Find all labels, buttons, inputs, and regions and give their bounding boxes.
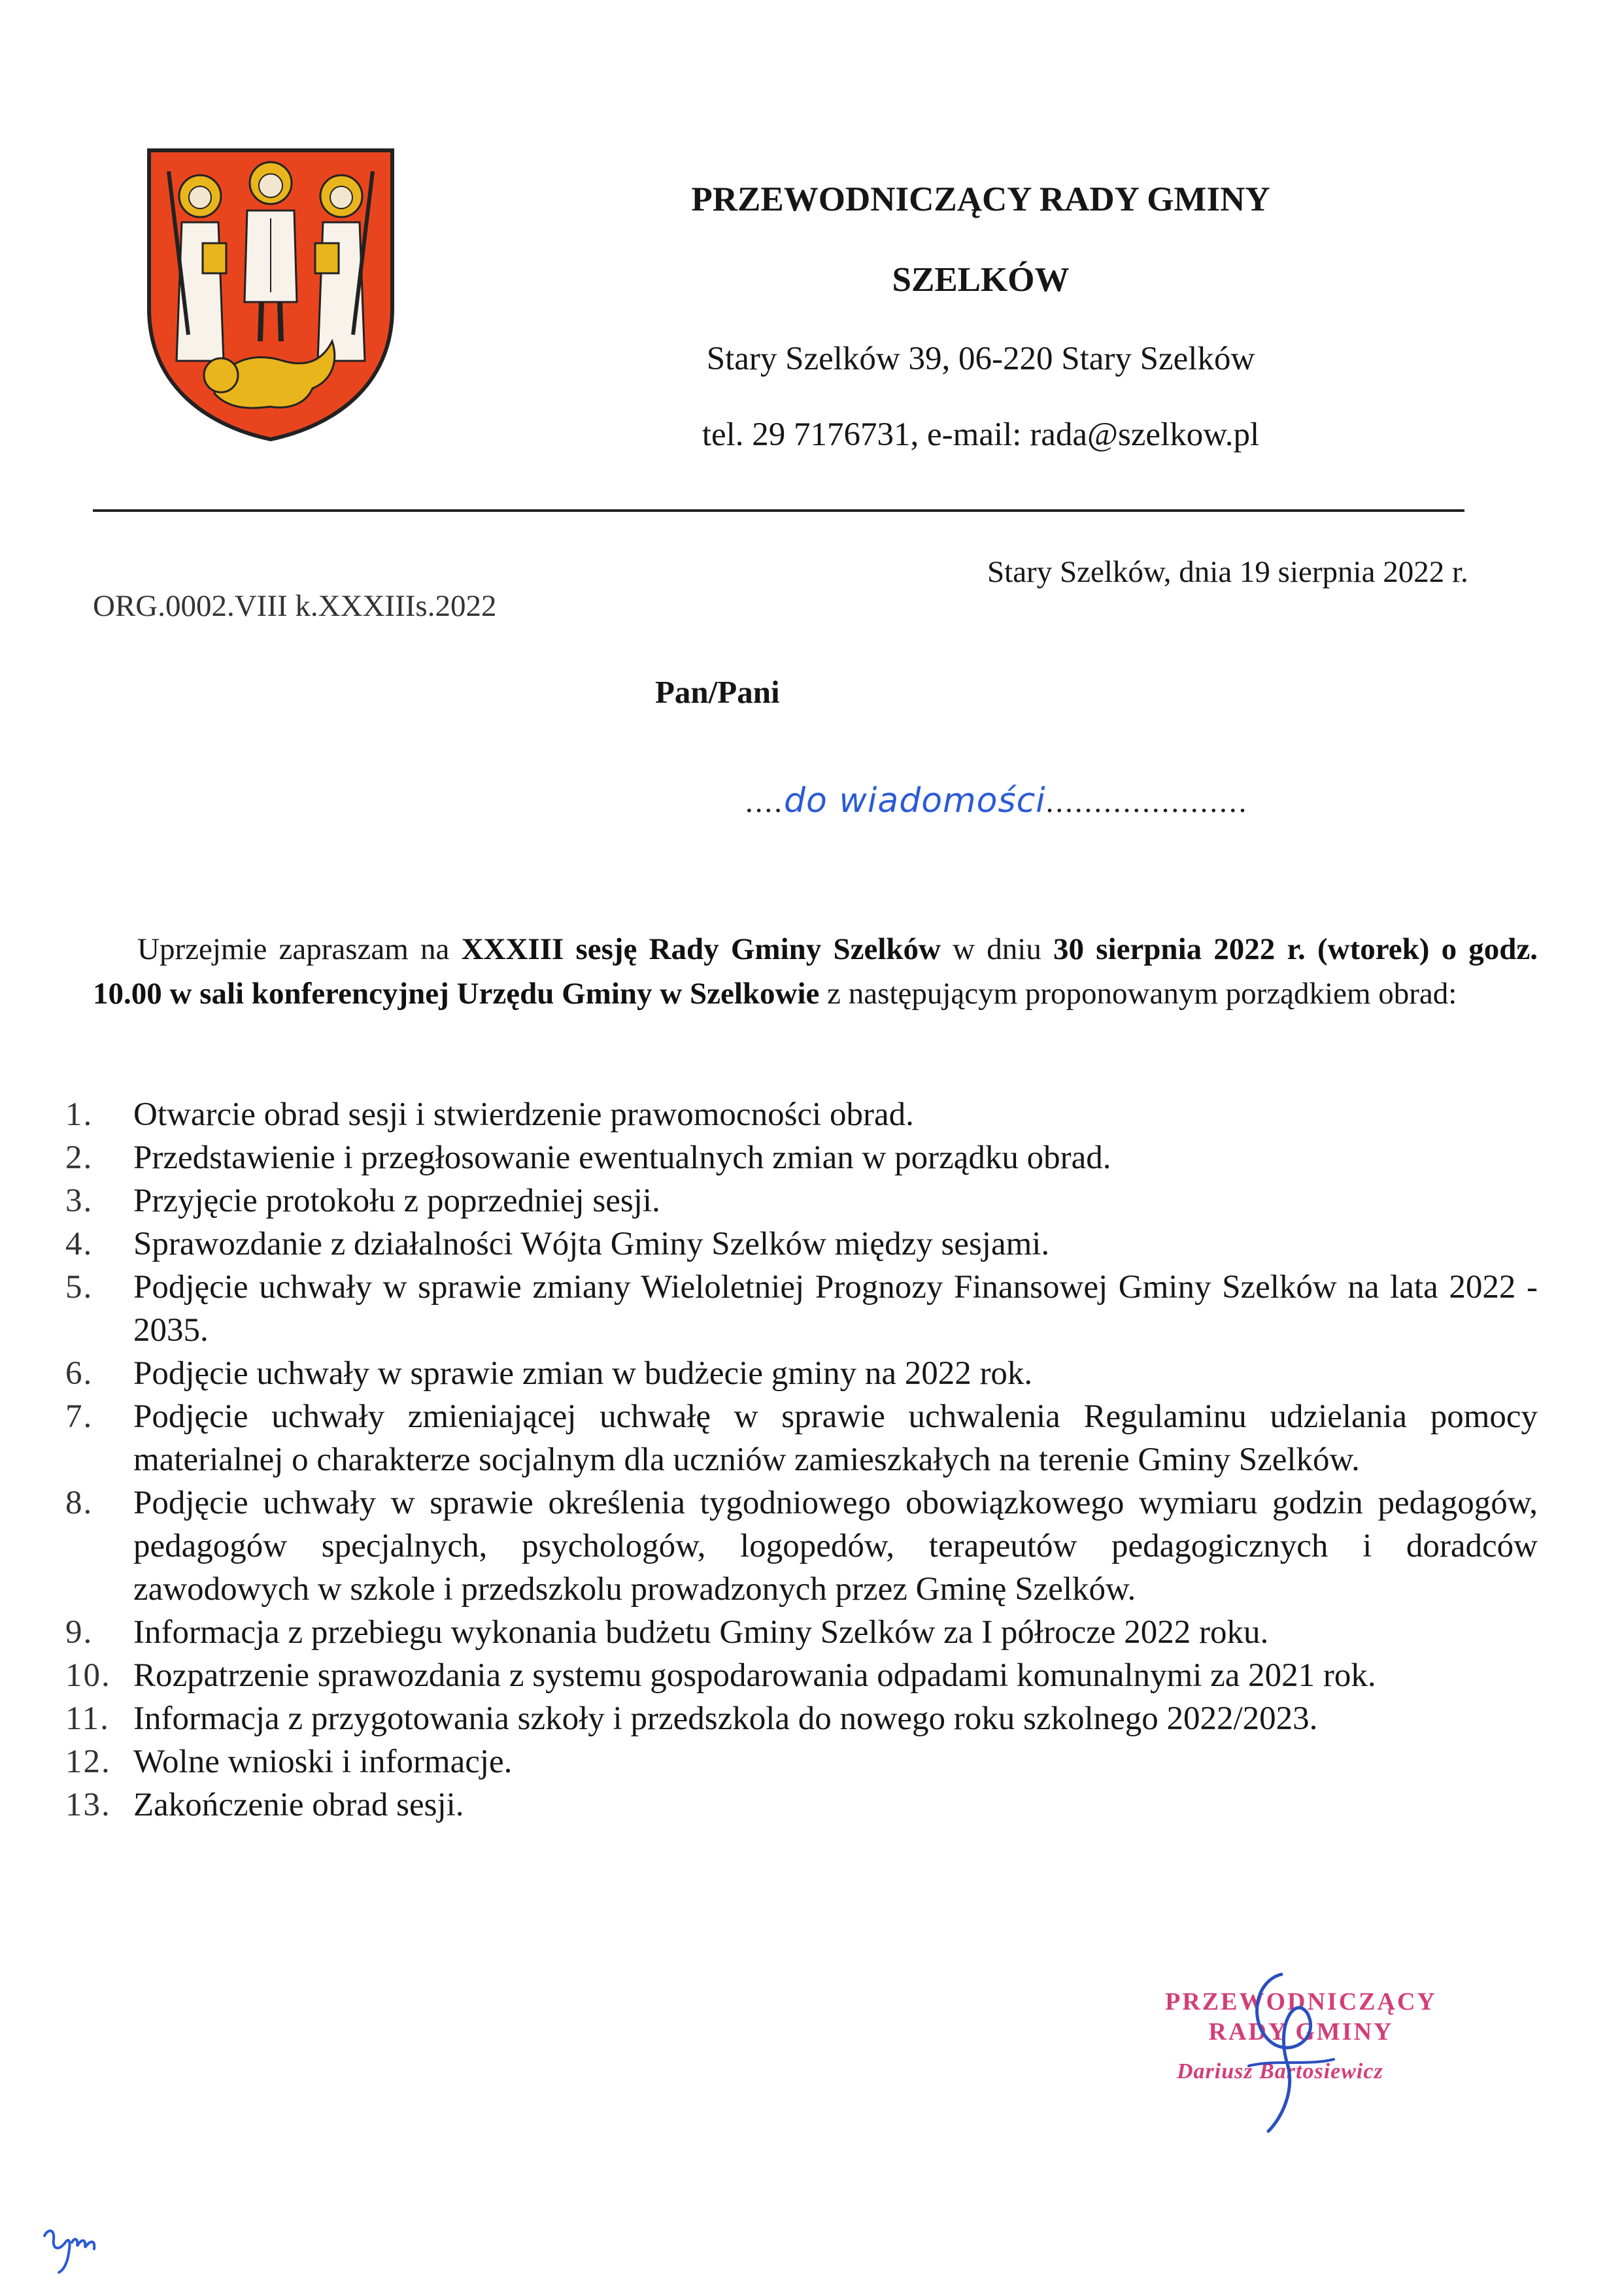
agenda-item — [65, 1179, 1538, 1223]
agenda-number: 11. — [65, 1700, 110, 1737]
handwritten-addressee: do wiadomości — [784, 781, 1046, 820]
intro-text-2: w dniu — [940, 932, 1054, 966]
agenda-text: Informacja z przebiegu wykonania budżetu Gminy Szelków za I półrocze 2022 roku. — [133, 1614, 1269, 1651]
agenda-item — [65, 1740, 1538, 1783]
agenda-item — [65, 1223, 1538, 1266]
agenda-item — [65, 1481, 1538, 1611]
issuer-contact: tel. 29 7176731, e-mail: rada@szelkow.pl — [702, 416, 1260, 453]
agenda-text: Wolne wnioski i informacje. — [133, 1744, 513, 1780]
agenda-text: Otwarcie obrad sesji i stwierdzenie prawomocności obrad. — [133, 1096, 914, 1133]
agenda-number: 8. — [65, 1485, 93, 1521]
agenda-item — [65, 1697, 1538, 1740]
agenda-text: Rozpatrzenie sprawozdania z systemu gospodarowania odpadami komunalnymi za 2021 rok. — [133, 1657, 1376, 1694]
agenda-text: Przyjęcie protokołu z poprzedniej sesji. — [133, 1183, 660, 1219]
agenda-number: 10. — [65, 1657, 111, 1694]
intro-text-1: Uprzejmie zapraszam na — [137, 932, 462, 966]
agenda-number: 6. — [65, 1355, 93, 1392]
intro-text-3: z następującym proponowanym porządkiem obrad: — [819, 977, 1457, 1011]
agenda-item — [65, 1352, 1538, 1395]
coat-of-arms-icon — [143, 145, 399, 443]
agenda-item — [65, 1093, 1538, 1136]
reference-number: ORG.0002.VIII k.XXXIIIs.2022 — [93, 589, 497, 623]
signature-icon — [1210, 1968, 1366, 2138]
agenda-number: 3. — [65, 1183, 93, 1219]
agenda-item — [65, 1266, 1538, 1352]
stamp-name: Dariusz Bartosiewicz — [1177, 2059, 1383, 2083]
issuer-address: Stary Szelków 39, 06-220 Stary Szelków — [706, 341, 1255, 377]
salutation: Pan/Pani — [655, 674, 780, 710]
agenda-number: 13. — [65, 1787, 111, 1823]
session-date-place: 30 sierpnia 2022 r. (wtorek) o godz. 10.00 w sali konferencyjnej Urzędu Gminy w Szelkowie — [93, 932, 1538, 1011]
stamp-council: RADY GMINY — [1208, 2018, 1394, 2046]
header-divider — [93, 509, 1464, 512]
agenda-number: 12. — [65, 1744, 111, 1780]
issuer-municipality: SZELKÓW — [892, 261, 1070, 299]
agenda-item — [65, 1395, 1538, 1481]
invitation-paragraph — [93, 927, 1538, 1016]
agenda-item — [65, 1136, 1538, 1179]
agenda-number: 9. — [65, 1614, 93, 1651]
agenda-text: Przedstawienie i przegłosowanie ewentualnych zmian w porządku obrad. — [133, 1139, 1111, 1176]
addressee-dots-after: ..................... — [1045, 785, 1249, 819]
agenda-text: Podjęcie uchwały w sprawie określenia tygodniowego obowiązkowego wymiaru godzin pedagogów, pedagogów specjalnych, psychologów, logopedów, terapeutów pedagogicznych i doradców zawodowych w szkole i przedszkolu prowadzonych przez Gminę Szelków. — [133, 1485, 1538, 1608]
addressee-line — [745, 781, 1248, 820]
initials-icon — [39, 2223, 111, 2275]
agenda-number: 7. — [65, 1398, 93, 1435]
stamp-title: PRZEWODNICZĄCY — [1165, 1988, 1437, 2016]
agenda-item — [65, 1654, 1538, 1697]
agenda-text: Podjęcie uchwały zmieniającej uchwałę w sprawie uchwalenia Regulaminu udzielania pomocy materialnej o charakterze socjalnym dla uczniów zamieszkałych na terenie Gminy Szelków. — [133, 1398, 1538, 1478]
agenda-number: 1. — [65, 1096, 93, 1133]
agenda-text: Informacja z przygotowania szkoły i przedszkola do nowego roku szkolnego 2022/2023. — [133, 1700, 1318, 1737]
addressee-dots-before: .... — [745, 785, 784, 819]
agenda-text: Zakończenie obrad sesji. — [133, 1787, 464, 1823]
agenda-number: 5. — [65, 1269, 93, 1306]
agenda-text: Podjęcie uchwały w sprawie zmiany Wieloletniej Prognozy Finansowej Gminy Szelków na lata 2022 - 2035. — [133, 1269, 1538, 1349]
place-and-date: Stary Szelków, dnia 19 sierpnia 2022 r. — [987, 555, 1468, 589]
agenda-number: 4. — [65, 1226, 93, 1262]
agenda-number: 2. — [65, 1139, 93, 1176]
agenda-item — [65, 1611, 1538, 1654]
session-name: XXXIII sesję Rady Gminy Szelków — [461, 932, 941, 966]
agenda-item — [65, 1783, 1538, 1827]
agenda-text: Podjęcie uchwały w sprawie zmian w budżecie gminy na 2022 rok. — [133, 1355, 1033, 1392]
agenda-list — [65, 1093, 1538, 1827]
agenda-text: Sprawozdanie z działalności Wójta Gminy Szelków między sesjami. — [133, 1226, 1050, 1262]
issuer-title: PRZEWODNICZĄCY RADY GMINY — [691, 180, 1270, 218]
